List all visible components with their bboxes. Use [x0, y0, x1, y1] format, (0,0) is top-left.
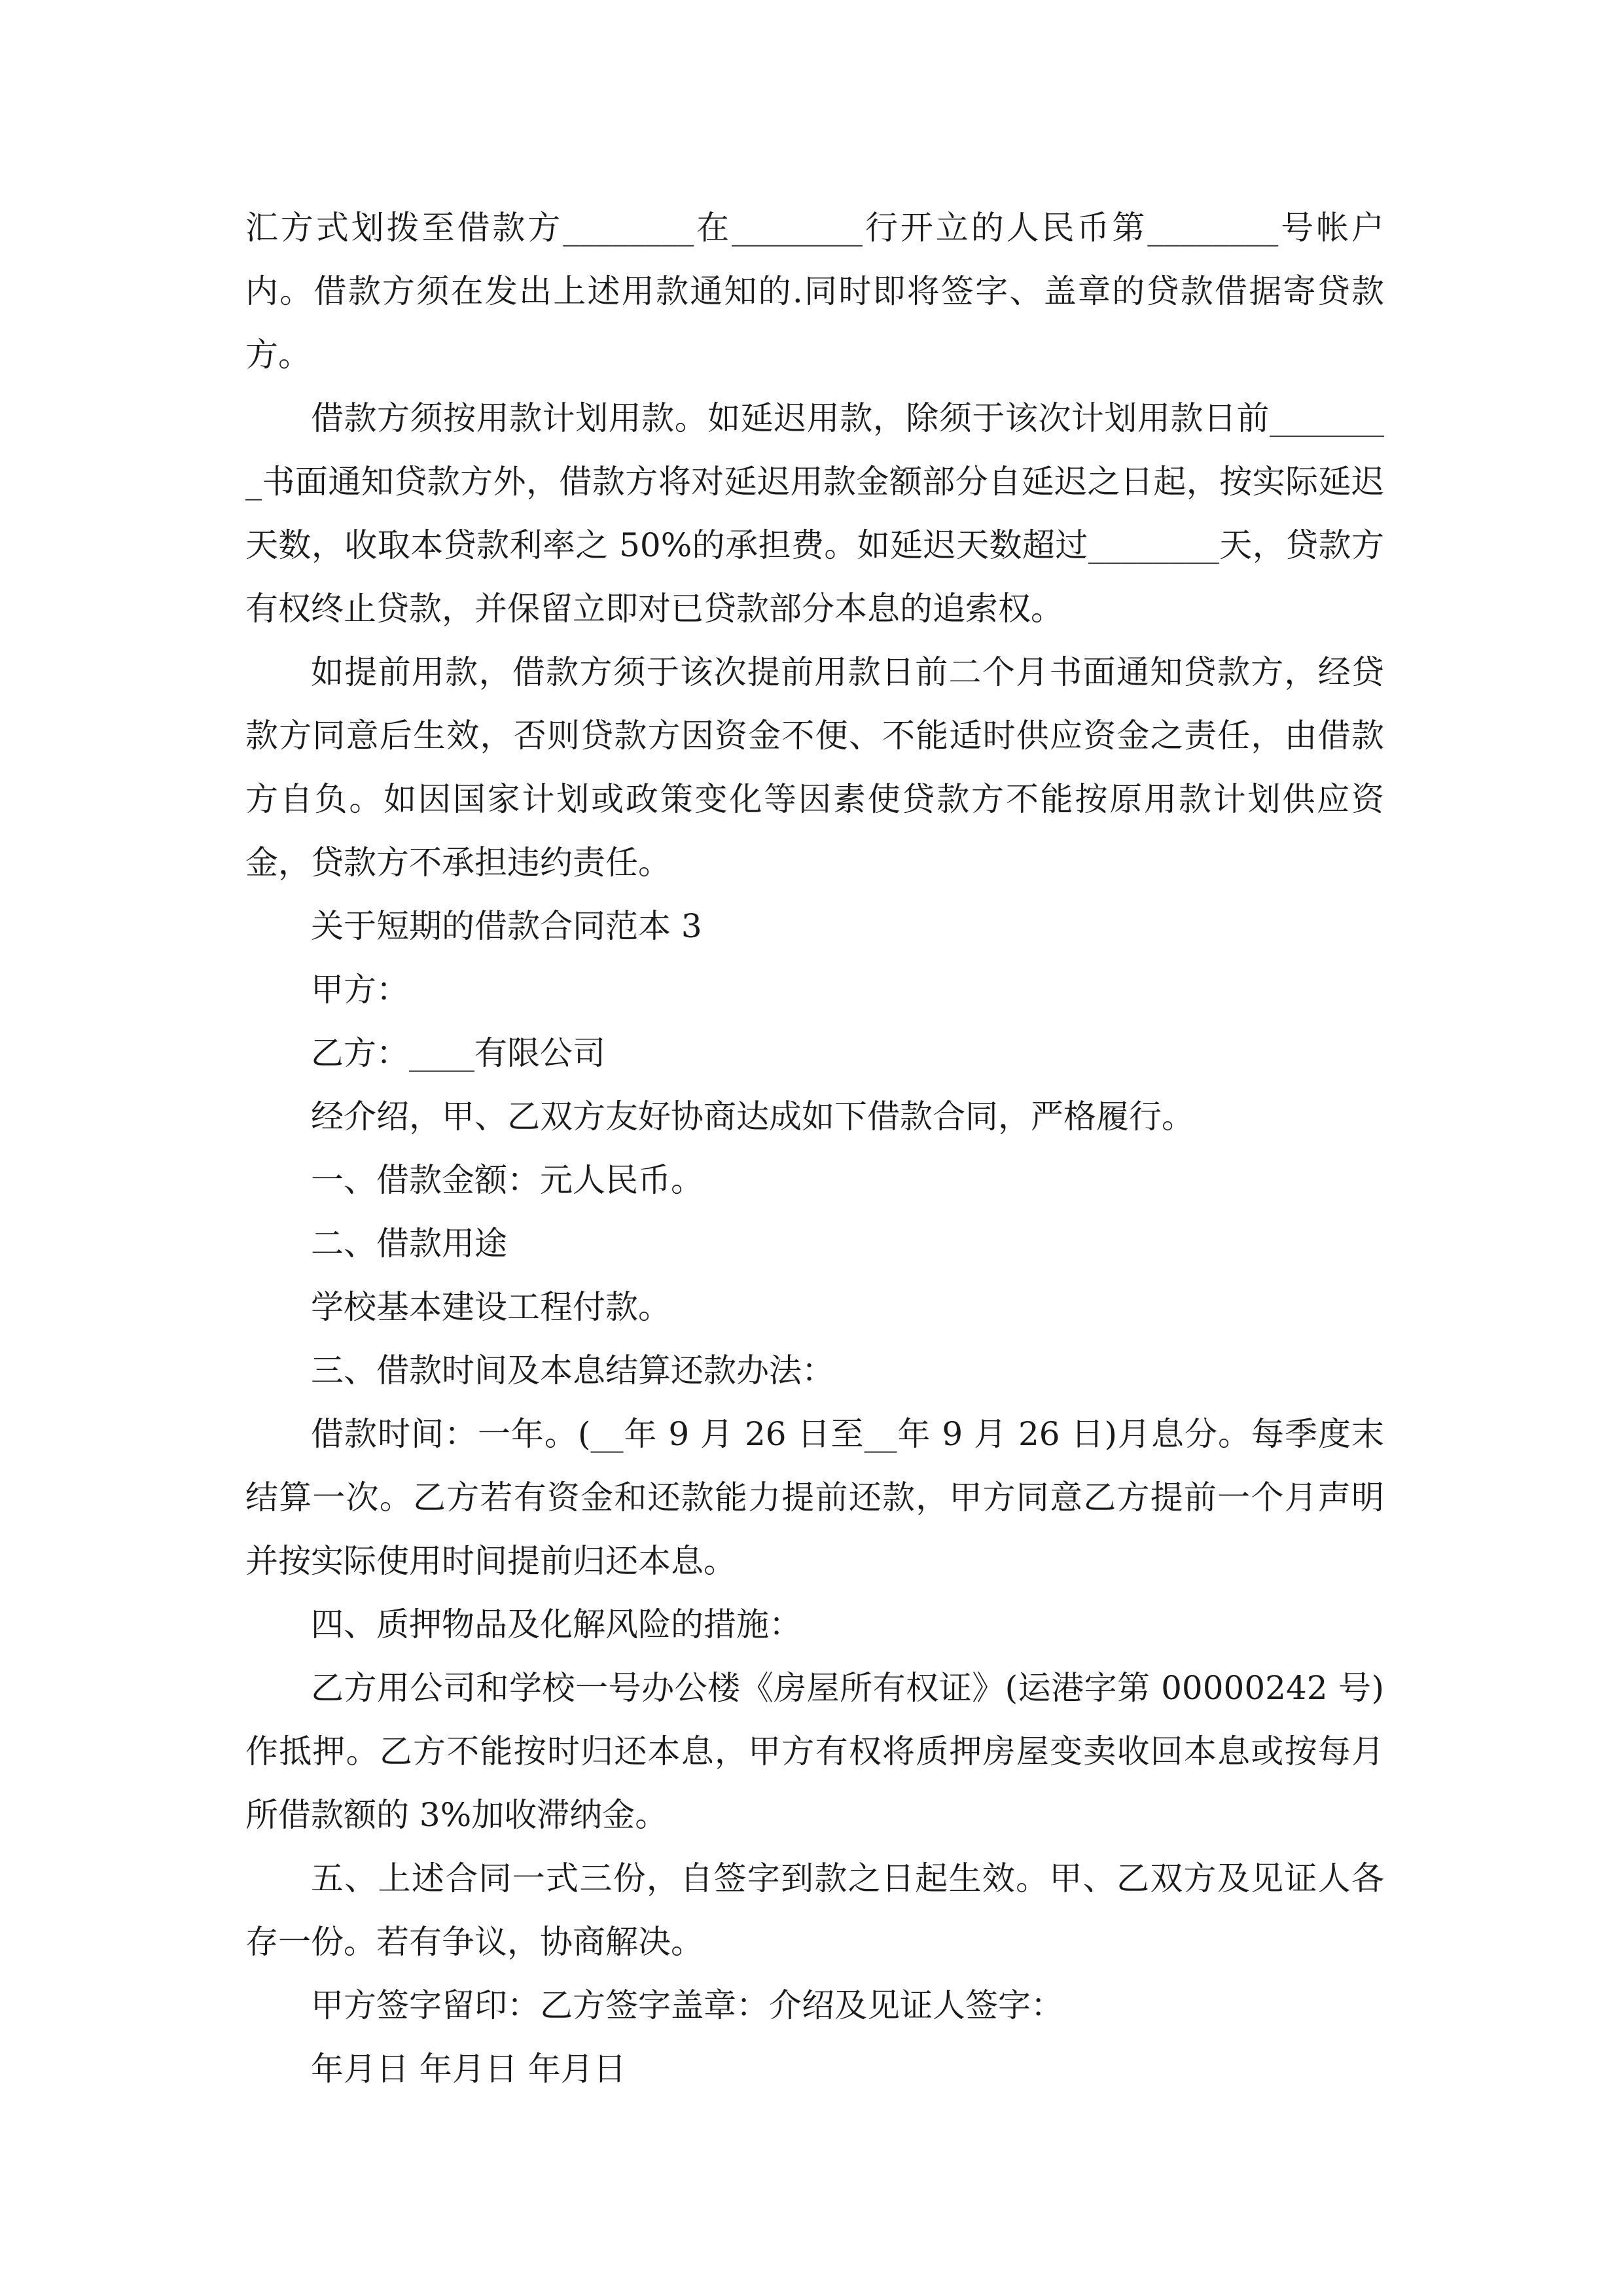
date-line: 年月日 年月日 年月日 [311, 2050, 626, 2088]
party-a-line: 甲方： [311, 971, 409, 1009]
paragraph-early-usage: 如提前用款，借款方须于该次提前用款日前二个月书面通知贷款方，经贷款方同意后生效，否则贷款方因资金不便、不能适时供应资金之责任，由借款方自负。如因国家计划或政策变化等因素使贷款方不能按原用款计划供应资金，贷款方不承担违约责任。 [245, 653, 1384, 882]
signature-line: 甲方签字留印：乙方签字盖章：介绍及见证人签字： [311, 1986, 1063, 2024]
paragraph-delayed-usage: 借款方须按用款计划用款。如延迟用款，除须于该次计划用款日前________书面通知贷款方外，借款方将对延迟用款金额部分自延迟之日起，按实际延迟天数，收取本贷款利率之 50%的承担费。如延迟天数超过________天，贷款方有权终止贷款，并保留立即对已贷款部分本息的追索权。 [245, 399, 1384, 628]
clause-loan-term: 三、借款时间及本息结算还款办法： [311, 1352, 834, 1390]
paragraph-term-detail: 借款时间：一年。(__年 9 月 26 日至__年 9 月 26 日)月息分。每季度末结算一次。乙方若有资金和还款能力提前还款，甲方同意乙方提前一个月声明并按实际使用时间提前归还本息。 [245, 1415, 1384, 1580]
clause-collateral: 四、质押物品及化解风险的措施： [311, 1605, 802, 1643]
paragraph-collateral-detail: 乙方用公司和学校一号办公楼《房屋所有权证》(运港字第 00000242 号)作抵押。乙方不能按时归还本息，甲方有权将质押房屋变卖收回本息或按每月所借款额的 3%加收滞纳金。 [245, 1669, 1384, 1834]
clause-effectiveness: 五、上述合同一式三份，自签字到款之日起生效。甲、乙双方及见证人各存一份。若有争议，协商解决。 [245, 1859, 1384, 1961]
party-b-line: 乙方：____有限公司 [311, 1034, 605, 1072]
paragraph-transfer-account: 汇方式划拨至借款方________在________行开立的人民币第________号帐户内。借款方须在发出上述用款通知的.同时即将签字、盖章的贷款借据寄贷款方。 [245, 209, 1384, 374]
document-body [245, 196, 1384, 2101]
paragraph-purpose-detail: 学校基本建设工程付款。 [311, 1288, 671, 1326]
clause-loan-amount: 一、借款金额：元人民币。 [311, 1161, 704, 1199]
paragraph-introduction: 经介绍，甲、乙双方友好协商达成如下借款合同，严格履行。 [311, 1098, 1194, 1136]
clause-loan-purpose: 二、借款用途 [311, 1225, 507, 1263]
section-heading: 关于短期的借款合同范本 3 [311, 907, 702, 945]
